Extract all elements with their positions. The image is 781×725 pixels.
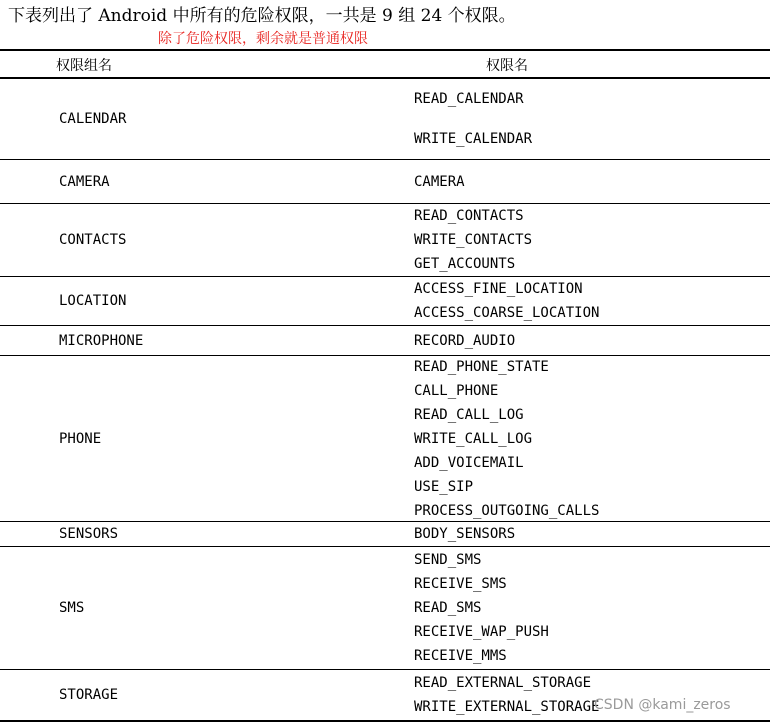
permission-name: PROCESS_OUTGOING_CALLS [414, 502, 600, 519]
permission-name: CALL_PHONE [414, 382, 499, 399]
permission-list [414, 87, 770, 151]
permission-name: RECEIVE_SMS [414, 576, 507, 592]
permission-name: USE_SIP [414, 478, 474, 495]
group-name: CALENDAR [59, 111, 127, 127]
permissions-table [0, 49, 770, 722]
group-name: LOCATION [59, 293, 127, 309]
permission-name: READ_CONTACTS [414, 208, 524, 224]
permission-name: ACCESS_FINE_LOCATION [414, 281, 583, 297]
group-name: CONTACTS [59, 232, 127, 248]
permission-name: READ_CALL_LOG [414, 406, 524, 423]
header-group-name: 权限组名 [56, 58, 112, 74]
table-row [0, 204, 770, 277]
permission-list [414, 548, 770, 668]
permission-name: RECEIVE_MMS [414, 648, 507, 664]
permission-name: READ_SMS [414, 600, 482, 616]
permission-name: RECORD_AUDIO [414, 332, 516, 349]
table-row [0, 522, 770, 547]
group-name: SENSORS [59, 526, 119, 542]
permission-list [414, 355, 770, 523]
annotation-note: 除了危险权限，剩余就是普通权限 [158, 31, 368, 47]
permission-name: WRITE_CALL_LOG [414, 430, 533, 447]
group-name: SMS [59, 600, 85, 616]
permission-name: WRITE_CALENDAR [414, 131, 533, 147]
table-row [0, 547, 770, 670]
table-row [0, 277, 770, 326]
permission-list [414, 204, 770, 276]
permission-name: BODY_SENSORS [414, 526, 516, 542]
intro-text: 下表列出了 Android 中所有的危险权限，一共是 9 组 24 个权限。 [8, 6, 516, 26]
permission-name: READ_EXTERNAL_STORAGE [414, 675, 592, 691]
permission-name: CAMERA [414, 173, 465, 190]
permission-list [414, 329, 770, 353]
permission-name: READ_CALENDAR [414, 91, 524, 107]
permission-name: WRITE_CONTACTS [414, 232, 533, 248]
table-row [0, 79, 770, 160]
permission-name: SEND_SMS [414, 552, 482, 568]
group-name: STORAGE [59, 687, 119, 703]
group-name: PHONE [59, 430, 102, 447]
permission-list [414, 170, 770, 194]
permission-name: READ_PHONE_STATE [414, 358, 549, 375]
group-name: CAMERA [59, 173, 110, 190]
permission-list [414, 522, 770, 546]
table-row [0, 356, 770, 522]
permission-name: WRITE_EXTERNAL_STORAGE [414, 699, 600, 715]
table-row [0, 160, 770, 204]
permission-list [414, 277, 770, 325]
table-row [0, 670, 770, 722]
permission-name: RECEIVE_WAP_PUSH [414, 624, 549, 640]
permission-name: GET_ACCOUNTS [414, 256, 516, 272]
permission-name: ACCESS_COARSE_LOCATION [414, 305, 600, 321]
table-header [0, 49, 770, 79]
permission-name: ADD_VOICEMAIL [414, 454, 524, 471]
header-permission-name: 权限名 [486, 58, 528, 74]
group-name: MICROPHONE [59, 332, 144, 349]
watermark: CSDN @kami_zeros [594, 697, 731, 713]
table-row [0, 326, 770, 356]
